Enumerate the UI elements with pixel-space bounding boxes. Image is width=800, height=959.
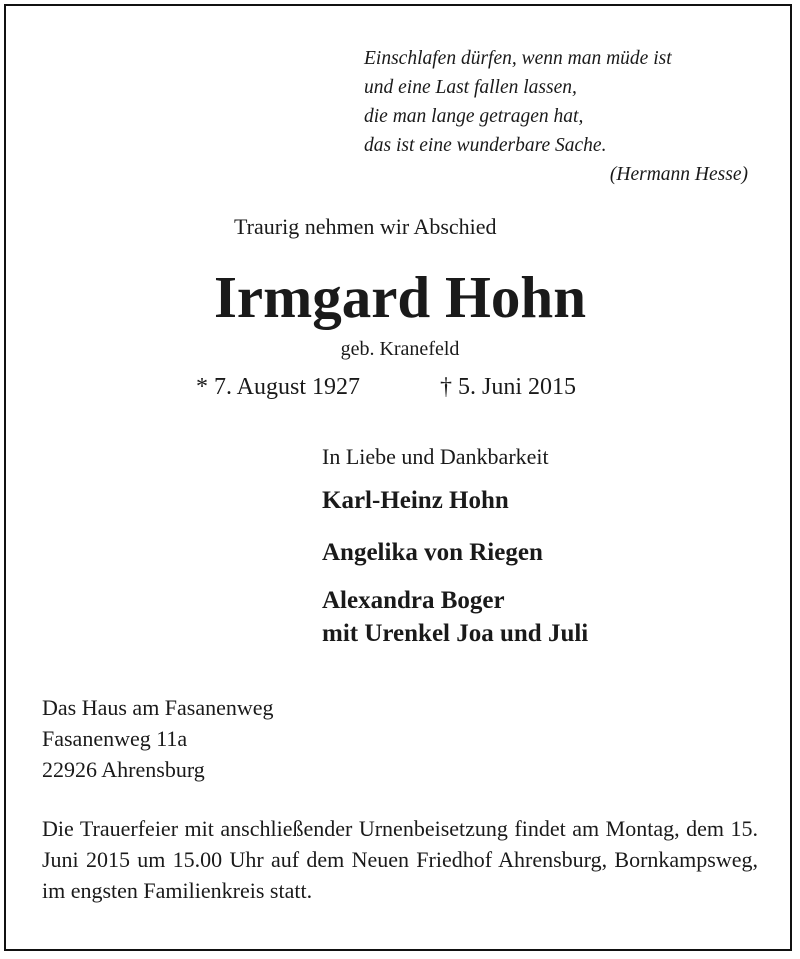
deceased-name: Irmgard Hohn bbox=[213, 264, 587, 330]
birth-date: * 7. August 1927 bbox=[196, 374, 361, 400]
poem-line: das ist eine wunderbare Sache. bbox=[364, 135, 607, 156]
poem-line: Einschlafen dürfen, wenn man müde ist bbox=[364, 48, 672, 69]
poem-line: und eine Last fallen lassen, bbox=[364, 77, 577, 98]
death-date: † 5. Juni 2015 bbox=[440, 374, 577, 400]
poem-line: die man lange getragen hat, bbox=[364, 106, 584, 127]
mourner-name: Karl-Heinz Hohn bbox=[322, 487, 509, 514]
address-block bbox=[42, 692, 274, 785]
mourner-name: Alexandra Boger bbox=[322, 587, 505, 614]
funeral-notice: Die Trauerfeier mit anschließender Urnenbeisetzung findet am Montag, dem 15. Juni 2015 um 15.00 Uhr auf dem Neuen Friedhof Ahrensburg, Bornkampsweg, im engsten Familienkreis statt. bbox=[42, 816, 758, 903]
mourner-name: mit Urenkel Joa und Juli bbox=[322, 620, 589, 647]
mourners-intro: In Liebe und Dankbarkeit bbox=[322, 444, 549, 469]
poem-quote bbox=[364, 44, 756, 189]
poem-author: (Hermann Hesse) bbox=[609, 164, 748, 185]
farewell-intro: Traurig nehmen wir Abschied bbox=[234, 214, 497, 239]
mourner-name: Angelika von Riegen bbox=[322, 539, 543, 566]
address-line: 22926 Ahrensburg bbox=[42, 757, 205, 782]
mourner-group bbox=[322, 584, 588, 650]
birth-name: geb. Kranefeld bbox=[340, 338, 460, 360]
address-line: Fasanenweg 11a bbox=[42, 726, 188, 751]
address-line: Das Haus am Fasanenweg bbox=[42, 695, 274, 720]
